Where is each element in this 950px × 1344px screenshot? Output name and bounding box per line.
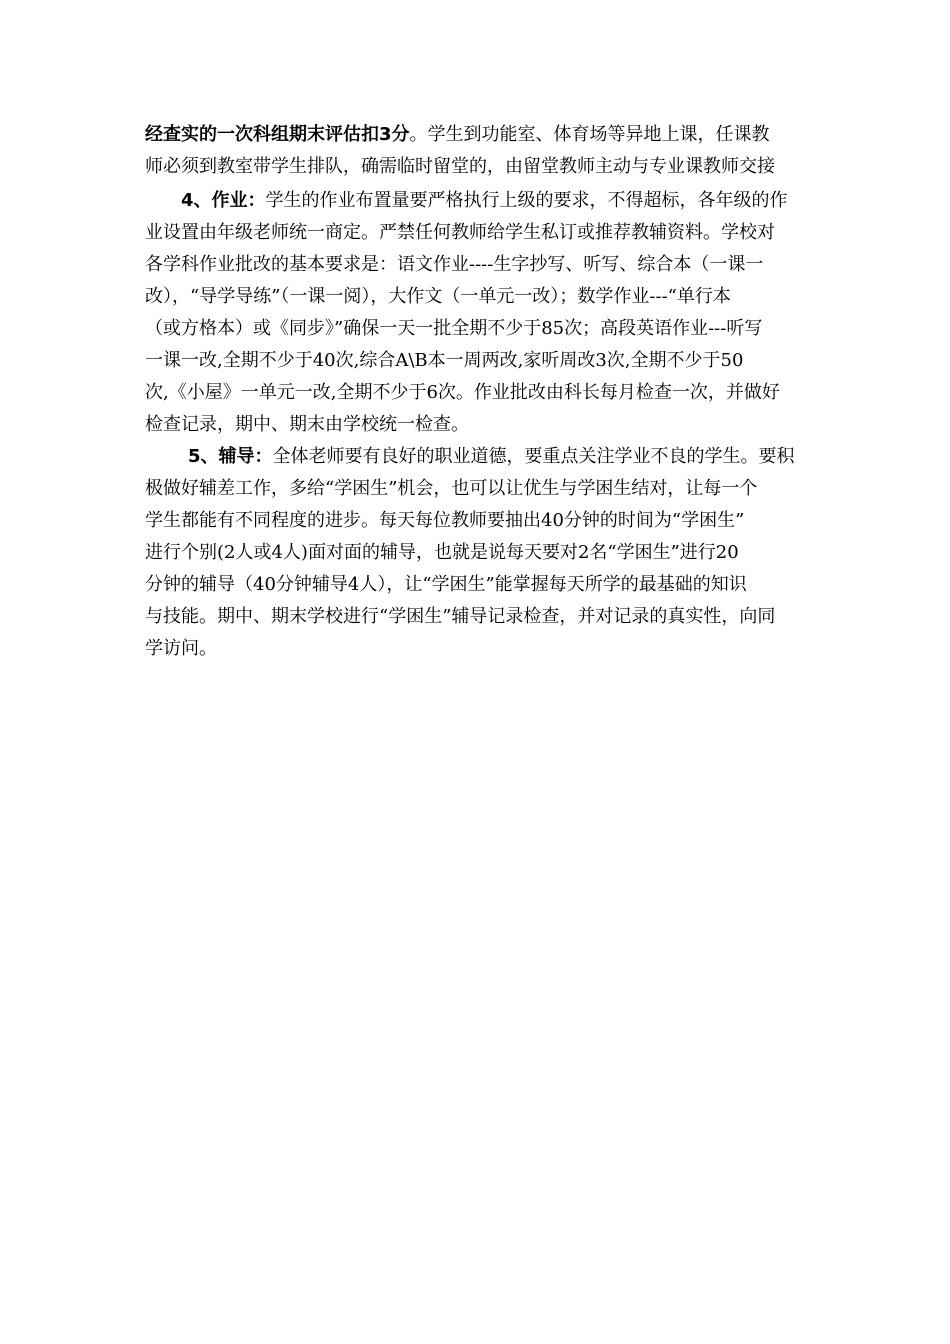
section-4-text: 学生的作业布置量要严格执行上级的要求，不得超标，各年级的作 <box>265 190 788 211</box>
section-5-line: 进行个别(2人或4人)面对面的辅导，也就是说每天要对2名“学困生”进行20 <box>145 542 739 563</box>
section-5-line: 分钟的辅导（40分钟辅导4人），让“学困生”能掌握每天所学的最基础的知识 <box>145 574 747 595</box>
section-5-line: 学生都能有不同程度的进步。每天每位教师要抽出40分钟的时间为“学困生” <box>145 510 745 531</box>
document-body <box>145 119 809 665</box>
section-4-line: 改），“导学导练”（一课一阅），大作文（一单元一改）；数学作业---“单行本 <box>145 286 731 307</box>
section-4-line: 检查记录，期中、期末由学校统一检查。 <box>145 414 469 435</box>
section-4-line: 业设置由年级老师统一商定。严禁任何教师给学生私订或推荐教辅资料。学校对 <box>145 222 775 243</box>
section-5-line-1 <box>145 441 809 473</box>
section-4-line: 一课一改,全期不少于40次,综合A\B本一周两改,家听周改3次,全期不少于50 <box>145 350 744 371</box>
section-5-line: 学访问。 <box>145 638 217 659</box>
section-5-line: 与技能。期中、期末学校进行“学困生”辅导记录检查，并对记录的真实性，向同 <box>145 606 776 627</box>
section-4-heading: 4、作业： <box>181 190 266 211</box>
intro-text: 。学生到功能室、体育场等异地上课，任课教 <box>409 124 770 145</box>
section-4-line: 次,《小屋》一单元一改,全期不少于6次。作业批改由科长每月检查一次，并做好 <box>145 382 780 403</box>
section-4-line-1 <box>145 185 809 217</box>
section-5-line: 极做好辅差工作，多给“学困生”机会，也可以让优生与学困生结对，让每一个 <box>145 478 758 499</box>
section-5-text: 全体老师要有良好的职业道德，要重点关注学业不良的学生。要积 <box>272 446 795 467</box>
section-5-heading: 5、辅导： <box>188 446 273 467</box>
intro-bold-text: 经查实的一次科组期末评估扣3分 <box>145 124 410 145</box>
intro-line-1 <box>145 119 809 151</box>
section-4-line: 各学科作业批改的基本要求是：语文作业----生字抄写、听写、综合本（一课一 <box>145 254 764 275</box>
intro-line-2: 师必须到教室带学生排队，确需临时留堂的，由留堂教师主动与专业课教师交接 <box>145 156 775 177</box>
section-4-line: （或方格本）或《同步》”确保一天一批全期不少于85次；高段英语作业---听写 <box>145 318 763 339</box>
